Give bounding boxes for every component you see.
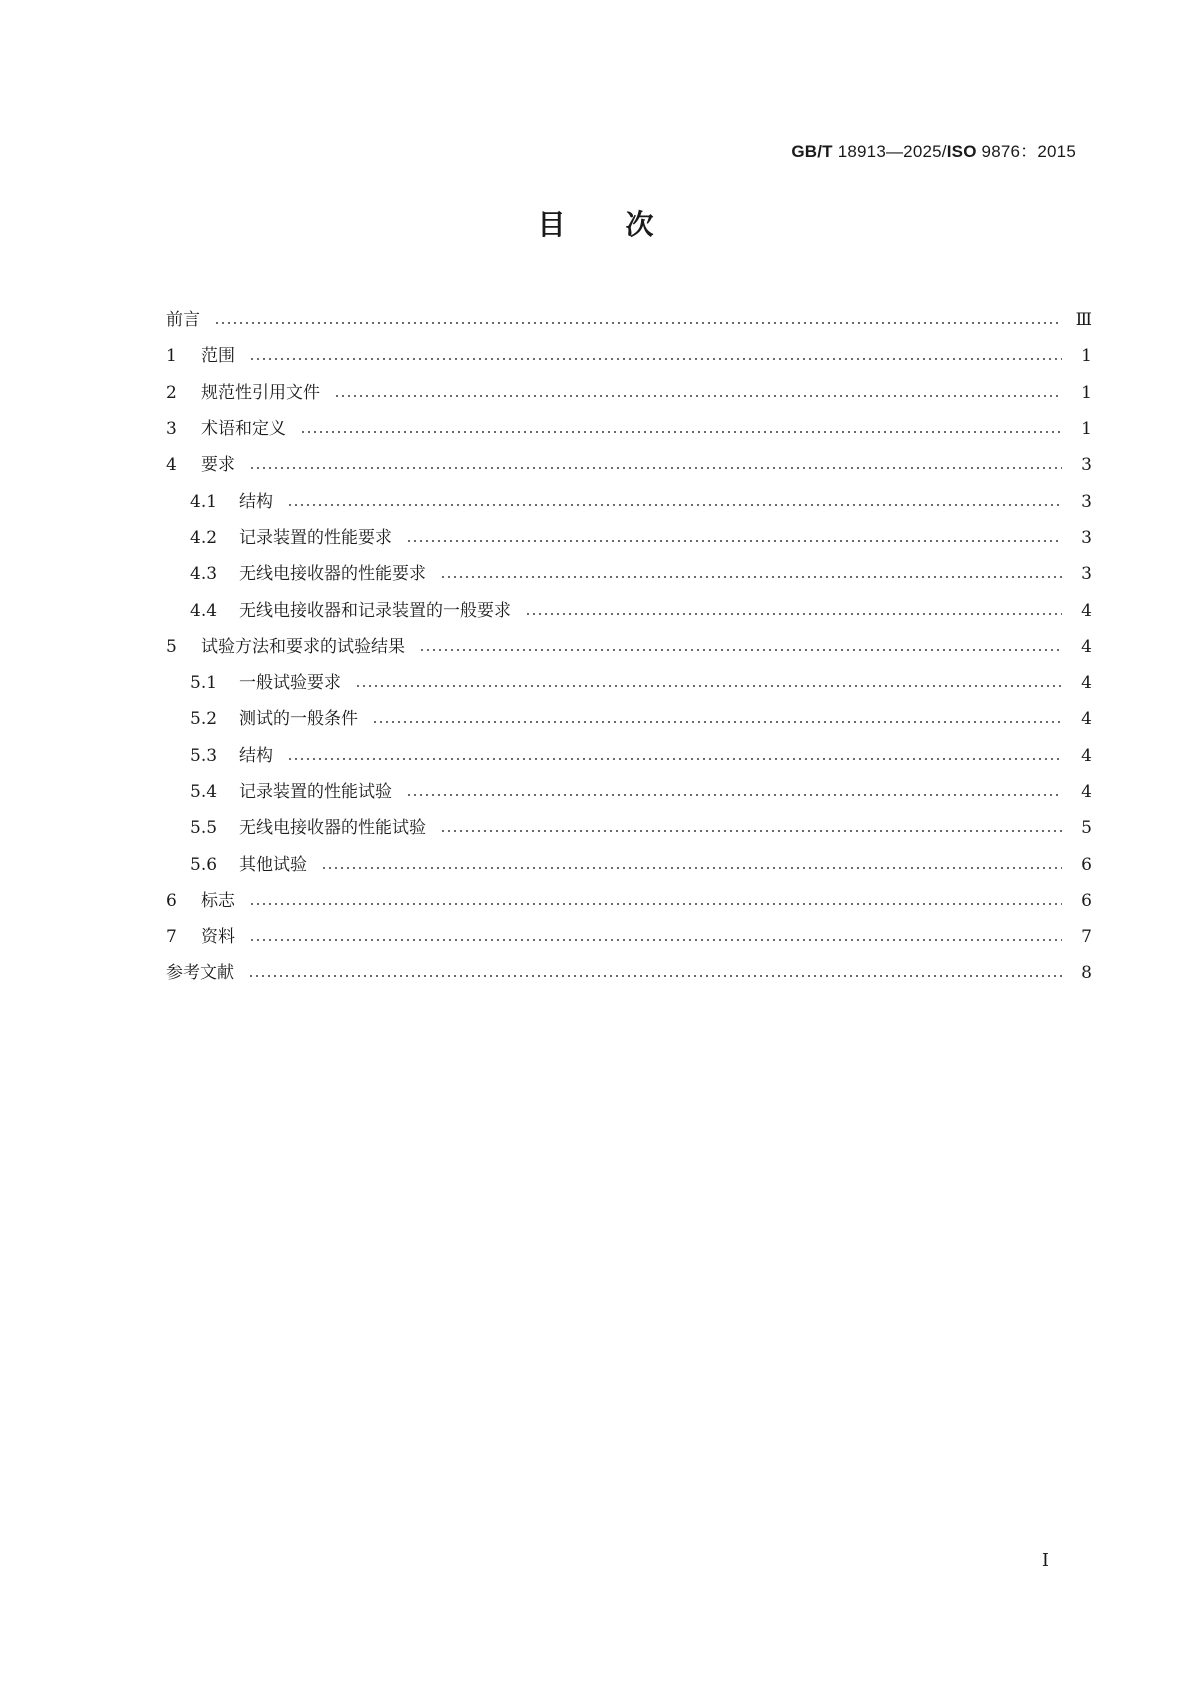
- toc-entry[interactable]: [166, 411, 1092, 447]
- toc-entry-number: 4.4: [190, 600, 218, 621]
- toc-dot-leader: [287, 758, 1062, 760]
- toc-entry-page: 3: [1081, 527, 1092, 548]
- toc-entry[interactable]: [166, 629, 1092, 665]
- toc-dot-leader: [419, 649, 1062, 651]
- toc-entry-number: 5.1: [190, 673, 218, 694]
- toc-entry-label: 试验方法和要求的试验结果: [201, 636, 405, 657]
- toc-entry[interactable]: [166, 738, 1092, 774]
- toc-entry[interactable]: [166, 919, 1092, 955]
- toc-entry-page: 3: [1081, 564, 1092, 585]
- toc-entry-page: 7: [1081, 927, 1092, 948]
- toc-entry[interactable]: [166, 556, 1092, 592]
- toc-entry-number: 5.6: [190, 854, 218, 875]
- toc-entry-number: 7: [166, 927, 177, 948]
- toc-entry[interactable]: [166, 846, 1092, 882]
- table-of-contents: [166, 302, 1092, 992]
- toc-entry-page: 5: [1081, 818, 1092, 839]
- toc-entry-number: 4.2: [190, 527, 218, 548]
- toc-entry-label: 要求: [201, 455, 235, 476]
- toc-entry-page: 4: [1081, 600, 1092, 621]
- toc-entry[interactable]: [166, 883, 1092, 919]
- toc-entry-label: 测试的一般条件: [239, 709, 358, 730]
- toc-entry-number: 4.3: [190, 564, 218, 585]
- toc-entry[interactable]: [166, 955, 1092, 991]
- toc-entry-number: 5: [166, 636, 177, 657]
- toc-entry-label: 一般试验要求: [239, 673, 341, 694]
- toc-entry-number: 5.3: [190, 745, 218, 766]
- toc-entry-label: 无线电接收器和记录装置的一般要求: [239, 600, 511, 621]
- toc-entry[interactable]: [166, 302, 1092, 338]
- toc-entry-label: 参考文献: [166, 963, 234, 984]
- standard-number: [791, 137, 1076, 162]
- toc-entry-number: 5.5: [190, 818, 218, 839]
- toc-dot-leader: [300, 431, 1062, 433]
- toc-entry-page: 1: [1081, 419, 1092, 440]
- standard-iso-number: 9876：2015: [976, 142, 1076, 161]
- toc-entry-label: 记录装置的性能试验: [239, 782, 392, 802]
- toc-entry-label: 资料: [201, 927, 235, 948]
- toc-dot-leader: [248, 975, 1062, 977]
- toc-entry[interactable]: [166, 810, 1092, 846]
- toc-entry-page: 4: [1081, 709, 1092, 730]
- toc-entry[interactable]: [166, 701, 1092, 737]
- toc-entry-label: 结构: [239, 491, 273, 512]
- standard-main: 18913—2025/: [832, 142, 947, 161]
- toc-entry-page: 6: [1081, 854, 1092, 875]
- toc-dot-leader: [249, 358, 1062, 360]
- toc-entry[interactable]: [166, 375, 1092, 411]
- toc-entry-page: Ⅲ: [1075, 310, 1092, 331]
- toc-entry-number: 6: [166, 890, 177, 911]
- toc-entry-page: 8: [1081, 963, 1092, 984]
- toc-entry-number: 3: [166, 419, 177, 440]
- toc-entry[interactable]: [166, 774, 1092, 810]
- toc-dot-leader: [249, 939, 1062, 941]
- toc-entry-page: 4: [1081, 636, 1092, 657]
- page-title: 目次: [537, 208, 714, 241]
- toc-entry[interactable]: [166, 520, 1092, 556]
- toc-entry-label: 记录装置的性能要求: [239, 527, 392, 548]
- toc-dot-leader: [249, 467, 1062, 469]
- toc-entry-label: 标志: [201, 890, 235, 911]
- toc-entry-page: 3: [1081, 491, 1092, 512]
- toc-entry-label: 其他试验: [239, 854, 307, 875]
- toc-entry[interactable]: [166, 592, 1092, 628]
- toc-entry-label: 范围: [201, 346, 235, 367]
- toc-entry-page: 6: [1081, 890, 1092, 911]
- toc-entry-number: 4: [166, 455, 177, 476]
- toc-entry[interactable]: [166, 665, 1092, 701]
- toc-dot-leader: [372, 721, 1062, 723]
- toc-dot-leader: [287, 504, 1062, 506]
- toc-entry[interactable]: [166, 447, 1092, 483]
- toc-dot-leader: [525, 613, 1062, 615]
- toc-dot-leader: [321, 867, 1062, 869]
- toc-dot-leader: [249, 903, 1062, 905]
- toc-entry-label: 无线电接收器的性能试验: [239, 818, 426, 839]
- toc-entry-number: 2: [166, 382, 177, 403]
- toc-entry-label: 无线电接收器的性能要求: [239, 564, 426, 585]
- toc-entry-label: 术语和定义: [201, 419, 286, 440]
- toc-entry-page: 3: [1081, 455, 1092, 476]
- toc-entry-page: 4: [1081, 673, 1092, 694]
- toc-entry-number: 1: [166, 346, 177, 367]
- toc-entry-page: 4: [1081, 745, 1092, 766]
- standard-iso-prefix: ISO: [946, 142, 977, 161]
- toc-dot-leader: [334, 395, 1062, 397]
- toc-entry-label: 前言: [166, 310, 200, 331]
- page-number: Ⅰ: [1041, 1550, 1049, 1571]
- toc-entry-number: 5.4: [190, 782, 218, 802]
- toc-entry-number: 5.2: [190, 709, 218, 730]
- standard-prefix: GB/T: [791, 142, 833, 161]
- toc-entry-number: 4.1: [190, 491, 218, 512]
- toc-entry-page: 4: [1081, 782, 1092, 802]
- toc-entry-label: 规范性引用文件: [201, 382, 320, 403]
- toc-dot-leader: [355, 685, 1062, 687]
- toc-entry[interactable]: [166, 483, 1092, 519]
- toc-entry-page: 1: [1081, 382, 1092, 403]
- toc-entry-page: 1: [1081, 346, 1092, 367]
- toc-dot-leader: [214, 322, 1062, 324]
- toc-dot-leader: [406, 794, 1062, 796]
- toc-entry-label: 结构: [239, 745, 273, 766]
- toc-dot-leader: [440, 830, 1062, 832]
- toc-entry[interactable]: [166, 338, 1092, 374]
- toc-dot-leader: [406, 540, 1062, 542]
- toc-dot-leader: [440, 576, 1062, 578]
